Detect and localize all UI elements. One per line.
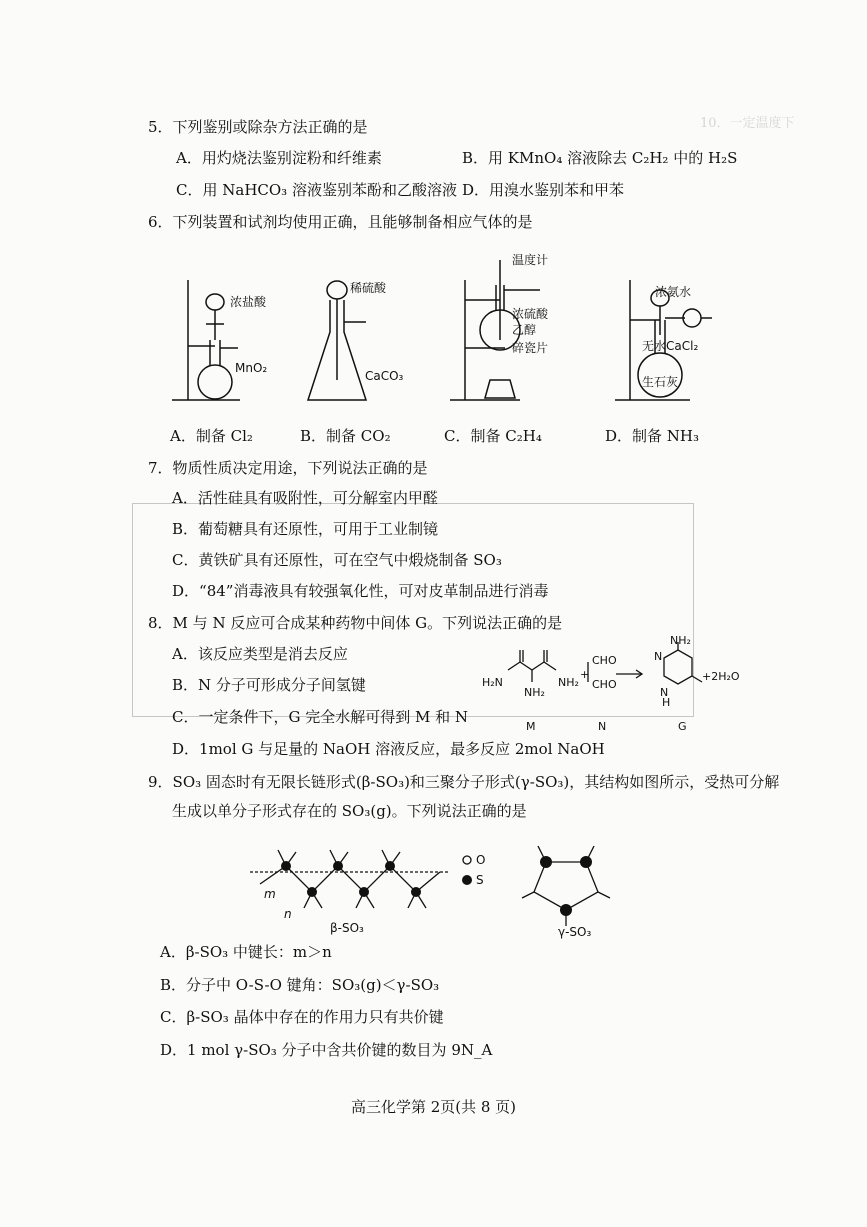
q8-option-c: C．一定条件下，G 完全水解可得到 M 和 N — [172, 708, 469, 726]
label-c3: 乙醇 — [512, 323, 537, 337]
label-g: G — [678, 720, 687, 733]
q9-stem-line1: 9．SO₃ 固态时有无限长链形式(β-SO₃)和三聚分子形式(γ-SO₃)，其结构如图所示，受热可分解 — [148, 773, 780, 791]
label-d3: 生石灰 — [642, 375, 679, 389]
q9-stem-line2: 生成以单分子形式存在的 SO₃(g)。下列说法正确的是 — [172, 802, 527, 820]
m-h2n: H₂N — [482, 676, 503, 689]
label-beta: β-SO₃ — [330, 921, 364, 935]
q5-option-b: B．用 KMnO₄ 溶液除去 C₂H₂ 中的 H₂S — [462, 149, 738, 167]
q6-option-b: B．制备 CO₂ — [300, 427, 391, 445]
q8-reaction-scheme — [480, 634, 740, 740]
q5-option-a: A．用灼烧法鉴别淀粉和纤维素 — [176, 149, 382, 167]
label-n-bond: n — [284, 907, 292, 921]
q7-option-b: B．葡萄糖具有还原性，可用于工业制镜 — [172, 520, 439, 538]
page-footer: 高三化学第 2页(共 8 页) — [350, 1098, 517, 1116]
n-cho-bottom: CHO — [592, 678, 617, 691]
q6-option-d: D．制备 NH₃ — [605, 427, 700, 445]
legend-s: S — [476, 873, 484, 887]
label-c2: 浓硫酸 — [512, 307, 549, 321]
q7-option-a: A．活性硅具有吸附性，可分解室内甲醛 — [172, 489, 438, 507]
q8-option-b: B．N 分子可形成分子间氢键 — [172, 676, 366, 694]
q6-option-a: A．制备 Cl₂ — [170, 427, 253, 445]
water: +2H₂O — [702, 670, 740, 683]
label-b2: CaCO₃ — [365, 369, 404, 383]
q7-option-d: D．“84”消毒液具有较强氧化性，可对皮革制品进行消毒 — [172, 582, 549, 600]
m-nh2: NH₂ — [524, 686, 545, 699]
label-m-bond: m — [264, 887, 276, 901]
g-nh: N — [660, 686, 669, 699]
q8-option-d: D．1mol G 与足量的 NaOH 溶液反应，最多反应 2mol NaOH — [172, 740, 605, 758]
label-c4: 碎瓷片 — [512, 341, 549, 355]
g-h: H — [662, 696, 671, 709]
g-n: N — [654, 650, 663, 663]
label-d2: 无水CaCl₂ — [642, 339, 699, 353]
q6-stem: 6．下列装置和试剂均使用正确，且能够制备相应气体的是 — [148, 213, 533, 231]
q5-option-c: C．用 NaHCO₃ 溶液鉴别苯酚和乙酸溶液 — [176, 181, 457, 199]
label-gamma: γ-SO₃ — [558, 925, 592, 939]
label-a2: MnO₂ — [235, 361, 268, 375]
label-b1: 稀硫酸 — [350, 281, 387, 295]
g-nh2: NH₂ — [670, 634, 691, 647]
q7-stem: 7．物质性质决定用途，下列说法正确的是 — [148, 459, 428, 477]
plus-sign: + — [580, 668, 590, 681]
label-n: N — [598, 720, 607, 733]
q5-stem: 5．下列鉴别或除杂方法正确的是 — [148, 118, 368, 136]
m-nh2b: NH₂ — [558, 676, 579, 689]
q9-so3-structure-figure — [250, 832, 630, 940]
label-m: M — [526, 720, 536, 733]
q8-stem: 8．M 与 N 反应可合成某种药物中间体 G。下列说法正确的是 — [148, 614, 563, 632]
q5-option-d: D．用溴水鉴别苯和甲苯 — [462, 181, 625, 199]
label-c1: 温度计 — [512, 253, 549, 267]
q9-option-b: B．分子中 O-S-O 键角：SO₃(g)＜γ-SO₃ — [160, 976, 440, 994]
q6-apparatus-figure — [160, 240, 720, 420]
n-cho-top: CHO — [592, 654, 617, 667]
legend-o: O — [476, 853, 486, 867]
q9-option-a: A．β-SO₃ 中键长：m＞n — [160, 943, 332, 961]
label-a1: 浓盐酸 — [230, 295, 267, 309]
label-d1: 浓氨水 — [655, 285, 692, 299]
bleed-through-text: 10．一定温度下 — [700, 116, 795, 131]
q9-option-c: C．β-SO₃ 晶体中存在的作用力只有共价键 — [160, 1008, 444, 1026]
q9-option-d: D．1 mol γ-SO₃ 分子中含共价键的数目为 9N_A — [160, 1041, 493, 1059]
q6-option-c: C．制备 C₂H₄ — [444, 427, 542, 445]
q8-option-a: A．该反应类型是消去反应 — [172, 645, 348, 663]
q7-option-c: C．黄铁矿具有还原性，可在空气中煅烧制备 SO₃ — [172, 551, 502, 569]
